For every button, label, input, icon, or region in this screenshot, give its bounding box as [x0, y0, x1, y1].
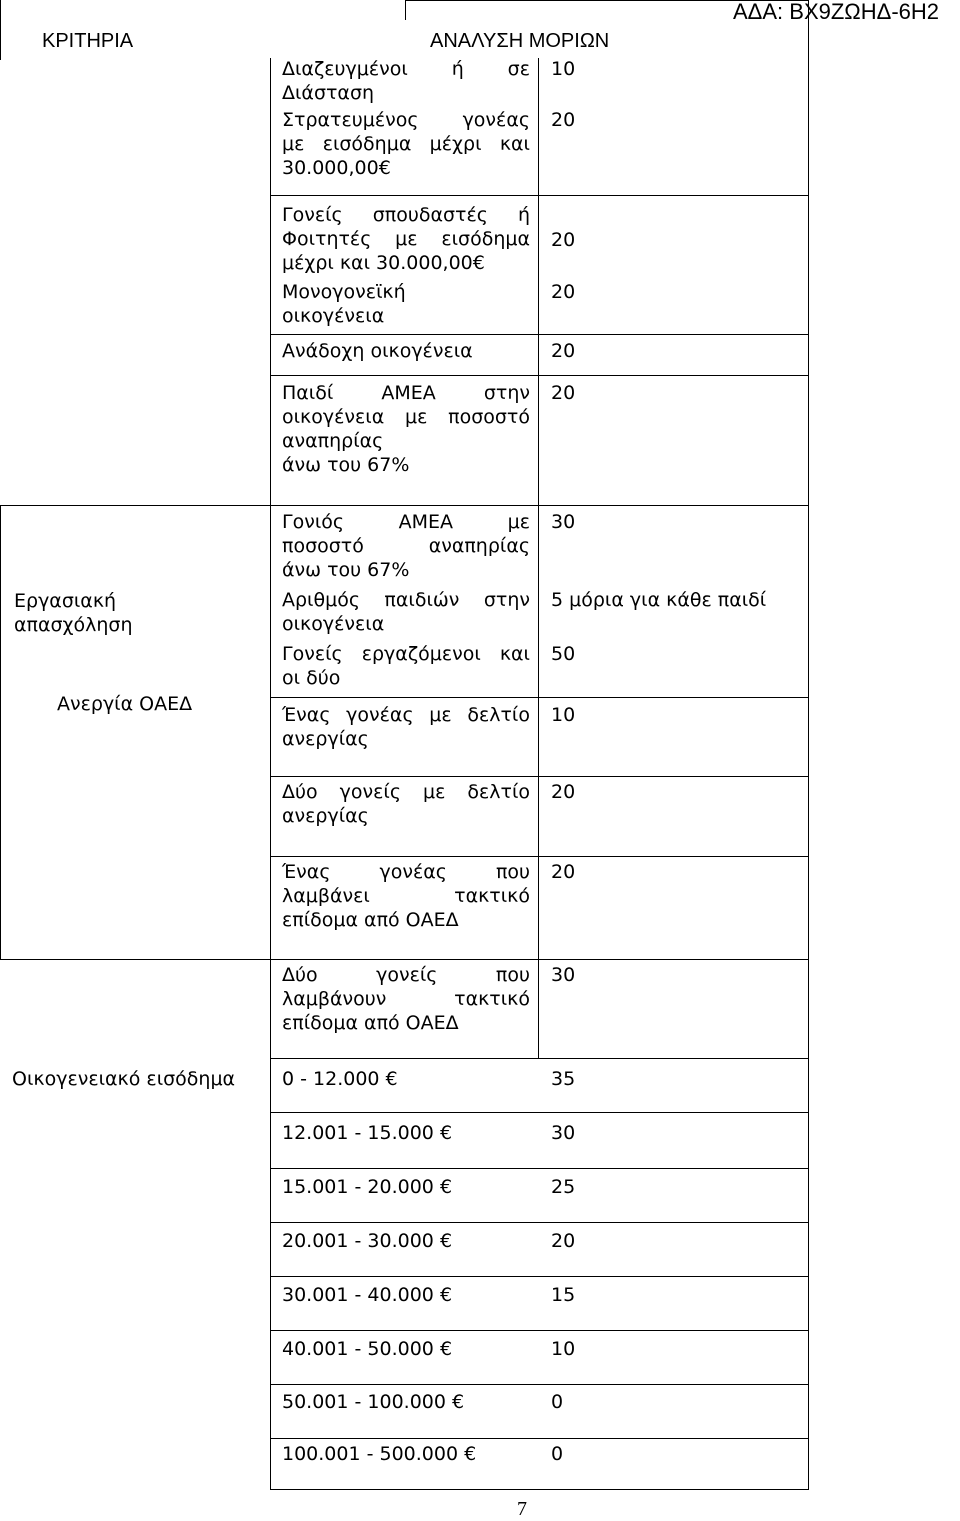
page-number: 7	[517, 1498, 527, 1520]
unemployment-label: Ανεργία ΟΑΕΔ	[57, 693, 193, 715]
row-line	[270, 856, 809, 857]
row-line	[270, 1330, 809, 1331]
income-points: 15	[551, 1284, 576, 1306]
income-range: 40.001 - 50.000 €	[282, 1338, 453, 1360]
row-both-working: Γονείς εργαζόμενοι και οι δύο	[282, 643, 530, 689]
income-range: 30.001 - 40.000 €	[282, 1284, 453, 1306]
income-points: 0	[551, 1443, 564, 1465]
points-one-benefit: 20	[551, 861, 576, 883]
points-divorced: 10	[551, 58, 576, 80]
row-line	[270, 1384, 809, 1385]
points-foster-family: 20	[551, 340, 576, 362]
row-line	[270, 505, 809, 506]
row-one-unemployed: Ένας γονέας με δελτίο ανεργίας	[282, 704, 530, 750]
employment-label-line1: Εργασιακή	[14, 590, 117, 612]
income-range: 15.001 - 20.000 €	[282, 1176, 453, 1198]
row-line	[270, 1222, 809, 1223]
points-one-unemployed: 10	[551, 704, 576, 726]
points-both-working: 50	[551, 643, 576, 665]
row-line	[270, 195, 809, 196]
row-line	[270, 334, 809, 335]
row-children-count: Αριθμός παιδιών στην οικογένεια	[282, 589, 530, 635]
row-line	[270, 375, 809, 376]
description-col-right	[538, 58, 539, 1058]
points-two-benefit: 30	[551, 964, 576, 986]
row-foster-family: Ανάδοχη οικογένεια	[282, 340, 473, 362]
income-points: 25	[551, 1176, 576, 1198]
row-one-benefit: Ένας γονέας που λαμβάνει τακτικό επίδομα από ΟΑΕΔ	[282, 861, 530, 931]
points-children-count: 5 μόρια για κάθε παιδί	[551, 589, 767, 611]
points-student-parents: 20	[551, 229, 576, 251]
income-range: 100.001 - 500.000 €	[282, 1443, 477, 1465]
row-line	[270, 1168, 809, 1169]
points-single-parent: 20	[551, 281, 576, 303]
income-points: 35	[551, 1068, 576, 1090]
row-two-unemployed: Δύο γονείς με δελτίο ανεργίας	[282, 781, 530, 827]
income-points: 0	[551, 1391, 564, 1413]
points-disabled-parent: 30	[551, 511, 576, 533]
employment-label-line2: απασχόληση	[14, 614, 133, 636]
points-two-unemployed: 20	[551, 781, 576, 803]
criteria-col-left	[0, 505, 1, 960]
row-line	[270, 1058, 809, 1059]
row-line	[270, 697, 809, 698]
income-points: 10	[551, 1338, 576, 1360]
row-divorced: Διαζευγμένοι ή σε Διάσταση	[282, 58, 530, 104]
row-student-parents: Γονείς σπουδαστές ή Φοιτητές με εισόδημα μέχρι και 30.000,00€	[282, 204, 530, 274]
row-line	[270, 1276, 809, 1277]
criteria-row-line	[0, 505, 270, 506]
income-range: 12.001 - 15.000 €	[282, 1122, 453, 1144]
border-left-header	[0, 0, 1, 60]
income-points: 30	[551, 1122, 576, 1144]
row-two-benefit: Δύο γονείς που λαμβάνουν τακτικό επίδομα από ΟΑΕΔ	[282, 964, 530, 1034]
border-bottom	[270, 1489, 809, 1490]
border-right	[808, 0, 809, 1490]
border-header-divider	[405, 0, 406, 20]
criteria-header: ΚΡΙΤΗΡΙΑ	[42, 30, 134, 52]
income-range: 50.001 - 100.000 €	[282, 1391, 465, 1413]
row-line	[270, 1112, 809, 1113]
ada-stamp: ΑΔΑ: ΒΧ9ΖΩΗΔ-6Η2	[733, 0, 940, 24]
criteria-row-line	[0, 959, 270, 960]
row-line	[270, 959, 809, 960]
income-label: Οικογενειακό εισόδημα	[12, 1068, 236, 1090]
analysis-header: ΑΝΑΛΥΣΗ ΜΟΡΙΩΝ	[430, 30, 610, 52]
row-soldier-parent: Στρατευμένος γονέας με εισόδημα μέχρι και 30.000,00€	[282, 109, 530, 179]
income-range: 0 - 12.000 €	[282, 1068, 398, 1090]
income-range: 20.001 - 30.000 €	[282, 1230, 453, 1252]
row-disabled-parent: Γονιός ΑΜΕΑ με ποσοστό αναπηρίας άνω του 67%	[282, 511, 530, 581]
points-soldier-parent: 20	[551, 109, 576, 131]
income-points: 20	[551, 1230, 576, 1252]
points-disabled-child: 20	[551, 382, 576, 404]
row-line	[270, 776, 809, 777]
row-disabled-child: Παιδί ΑΜΕΑ στην οικογένεια με ποσοστό αναπηρίας άνω του 67%	[282, 382, 530, 476]
row-line	[270, 1438, 809, 1439]
row-single-parent: Μονογονεϊκή οικογένεια	[282, 281, 406, 327]
